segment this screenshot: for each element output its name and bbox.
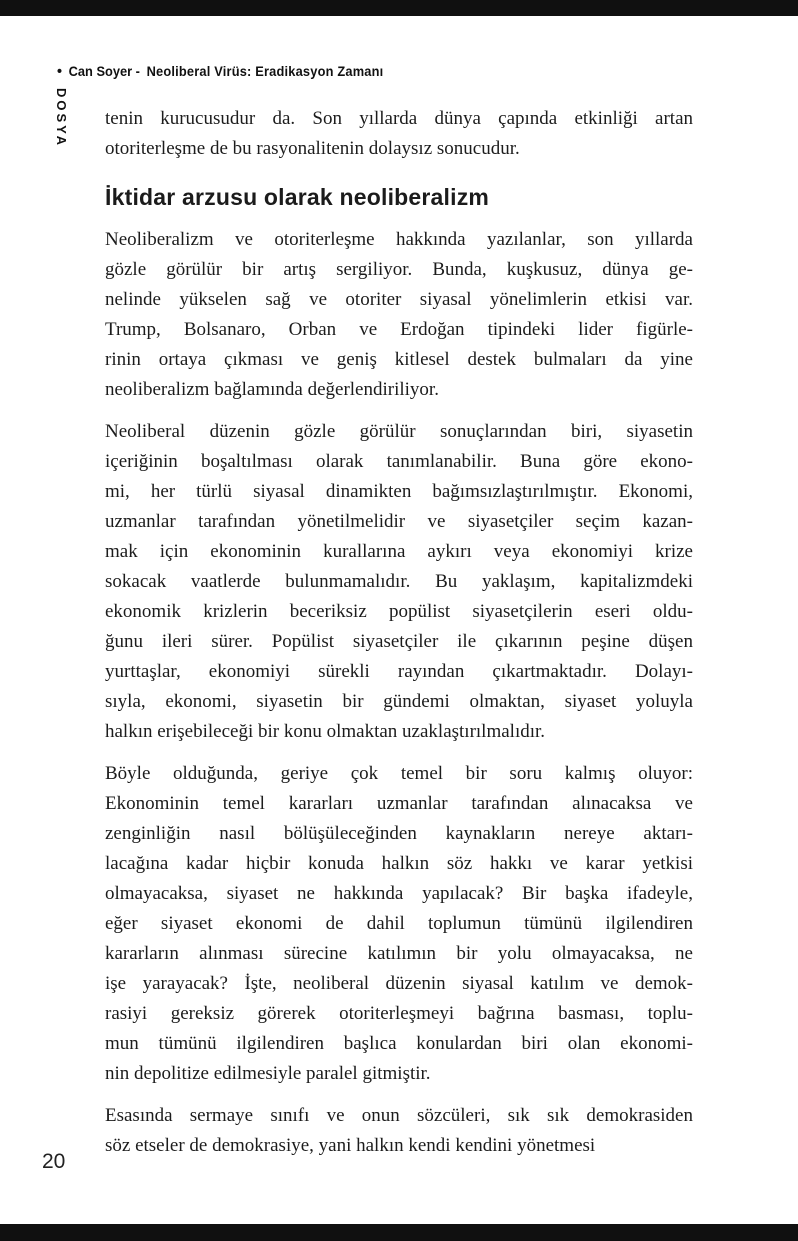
paragraph-line: rasiyi gereksiz görerek otoriterleşmeyi bağrına basması, toplu- (105, 1003, 693, 1024)
paragraph-line: ğunu ileri sürer. Popülist siyasetçiler ile çıkarının peşine düşen (105, 631, 693, 652)
paragraph-line: mun tümünü ilgilendiren başlıca konulardan biri olan ekonomi- (105, 1033, 693, 1054)
paragraph-line: lacağına kadar hiçbir konuda halkın söz hakkı ve karar yetkisi (105, 853, 693, 874)
paragraph-line: halkın erişebileceği bir konu olmaktan uzaklaştırılmalıdır. (105, 721, 546, 742)
paragraph (105, 225, 693, 405)
paragraph-line: Ekonominin temel kararları uzmanlar tarafından alınacaksa ve (105, 793, 693, 814)
paragraph-line: söz etseler de demokrasiye, yani halkın kendi kendini yönetmesi (105, 1135, 596, 1156)
bottom-black-bar (0, 1224, 798, 1241)
paragraph-line: Böyle olduğunda, geriye çok temel bir soru kalmış oluyor: (105, 763, 693, 784)
header-book-title: Neoliberal Virüs: Eradikasyon Zamanı (146, 64, 384, 79)
paragraph-line: Neoliberalizm ve otoriterleşme hakkında yazılanlar, son yıllarda (105, 229, 693, 250)
running-header (57, 64, 383, 79)
paragraph (105, 759, 693, 1089)
bullet-icon: • (57, 63, 63, 80)
paragraph-line: eğer siyaset ekonomi de dahil toplumun tümünü ilgilendiren (105, 913, 693, 934)
paragraph-line: neoliberalizm bağlamında değerlendiriliyor. (105, 379, 439, 400)
paragraph-line: gözle görülür bir artış sergiliyor. Bunda, kuşkusuz, dünya ge- (105, 259, 693, 280)
paragraph-line: Esasında sermaye sınıfı ve onun sözcüleri, sık sık demokrasiden (105, 1105, 693, 1126)
paragraph-line: Neoliberal düzenin gözle görülür sonuçlarından biri, siyasetin (105, 421, 693, 442)
paragraph-line: kararların alınması sürecine katılımın bir yolu olmayacaksa, ne (105, 943, 693, 964)
paragraph-line: Trump, Bolsanaro, Orban ve Erdoğan tipindeki lider figürle- (105, 319, 693, 340)
sidebar-vertical-label: DOSYA (54, 88, 69, 149)
paragraph (105, 417, 693, 747)
paragraph-line: sokacak vaatlerde bulunmamalıdır. Bu yaklaşım, kapitalizmdeki (105, 571, 693, 592)
paragraph-line: mak için ekonominin kurallarına aykırı veya ekonomiyi krize (105, 541, 693, 562)
paragraph (105, 1101, 693, 1161)
paragraph-line: işe yarayacak? İşte, neoliberal düzenin siyasal katılım ve demok- (105, 973, 693, 994)
section-heading: İktidar arzusu olarak neoliberalizm (105, 184, 490, 210)
paragraph-line: uzmanlar tarafından yönetilmelidir ve siyasetçiler seçim kazan- (105, 511, 693, 532)
page-number: 20 (42, 1150, 66, 1173)
paragraph-line: zenginliğin nasıl bölüşüleceğinden kaynakların nereye aktarı- (105, 823, 693, 844)
paragraph-line: ekonomik krizlerin beceriksiz popülist siyasetçilerin eseri oldu- (105, 601, 693, 622)
paragraph-line: nelinde yükselen sağ ve otoriter siyasal yönelimlerin etkisi var. (105, 289, 693, 310)
paragraph-line: mi, her türlü siyasal dinamikten bağımsızlaştırılmıştır. Ekonomi, (105, 481, 693, 502)
paragraph-line: sıyla, ekonomi, siyasetin bir gündemi olmaktan, siyaset yoluyla (105, 691, 693, 712)
paragraph-line: olmayacaksa, siyaset ne hakkında yapılacak? Bir başka ifadeyle, (105, 883, 693, 904)
paragraph-line: içeriğinin boşaltılması olarak tanımlanabilir. Buna göre ekono- (105, 451, 693, 472)
paragraph-line: yurttaşlar, ekonomiyi sürekli rayından çıkartmaktadır. Dolayı- (105, 661, 693, 682)
paragraph (105, 104, 693, 164)
paragraph-line: tenin kurucusudur da. Son yıllarda dünya çapında etkinliği artan (105, 108, 693, 129)
paragraph-line: otoriterleşme de bu rasyonalitenin dolaysız sonucudur. (105, 138, 520, 159)
page-content (105, 104, 693, 1173)
paragraph-line: nin depolitize edilmesiyle paralel gitmiştir. (105, 1063, 431, 1084)
paragraph-line: rinin ortaya çıkması ve geniş kitlesel destek bulmaları da yine (105, 349, 693, 370)
header-author: Can Soyer - (68, 64, 140, 79)
top-black-bar (0, 0, 798, 16)
